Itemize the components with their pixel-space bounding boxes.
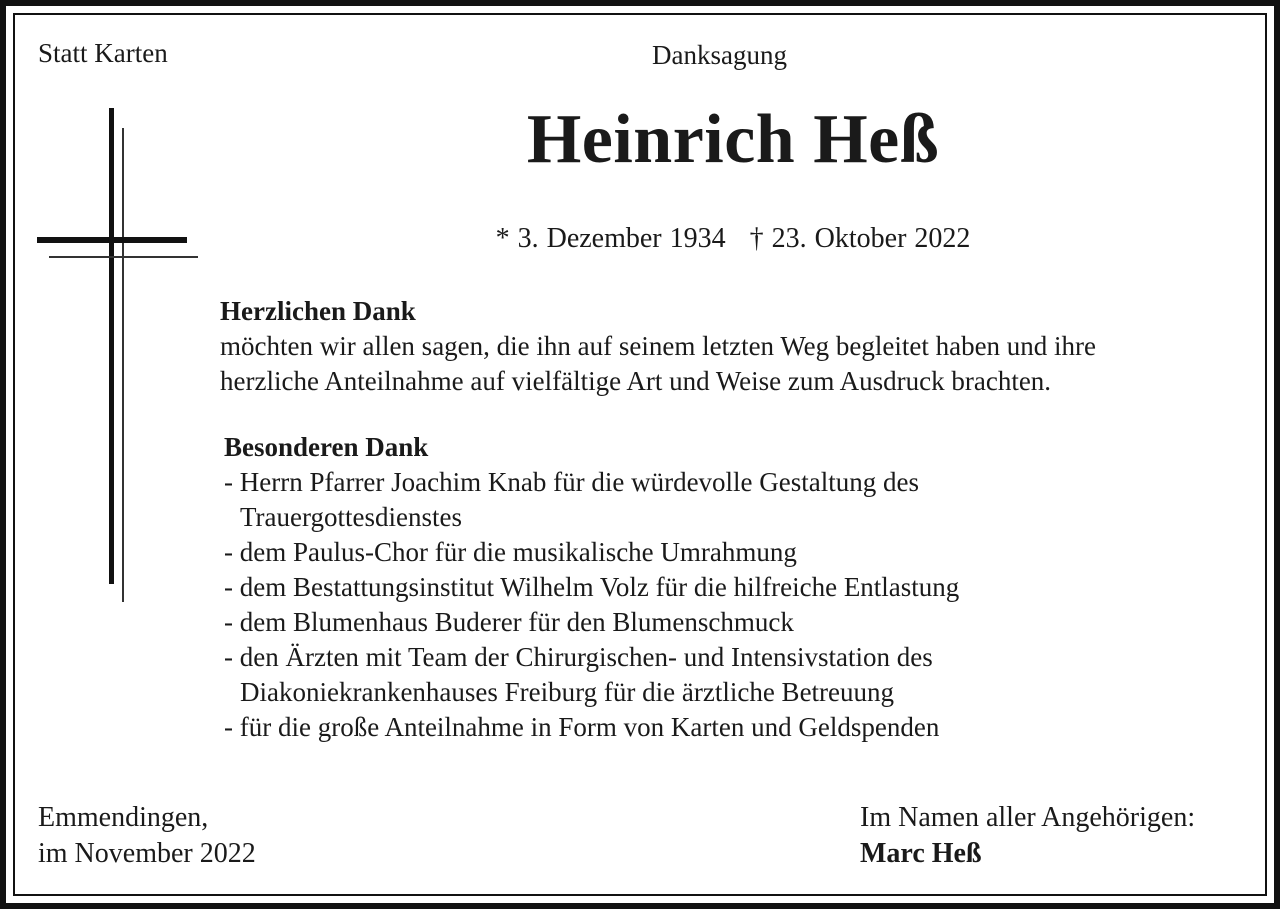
special-thanks-list — [224, 465, 959, 745]
thanks-line: möchten wir allen sagen, die ihn auf seinem letzten Weg begleitet haben und ihre — [220, 331, 1097, 361]
list-item-text: - den Ärzten mit Team der Chirurgischen- und Intensivstation des — [224, 642, 933, 672]
list-item — [224, 605, 959, 640]
footer-place: Emmendingen, — [38, 802, 209, 833]
list-item-text: - Herrn Pfarrer Joachim Knab für die würdevolle Gestaltung des — [224, 467, 920, 497]
death-date: † 23. Oktober 2022 — [749, 223, 971, 254]
life-dates — [0, 223, 1280, 255]
footer-on-behalf: Im Namen aller Angehörigen: — [860, 802, 1196, 833]
footer-signature — [860, 800, 1195, 872]
list-item — [224, 570, 959, 605]
list-item-text: - für die große Anteilnahme in Form von Karten und Geldspenden — [224, 712, 940, 742]
list-item — [224, 465, 959, 535]
footer-date: im November 2022 — [38, 838, 256, 869]
cross-vertical-thin-bar — [122, 128, 124, 602]
header-danksagung: Danksagung — [652, 40, 787, 70]
list-item — [224, 640, 959, 710]
list-item-text: - dem Blumenhaus Buderer für den Blumenschmuck — [224, 607, 794, 637]
special-thanks-section — [224, 430, 959, 745]
thanks-heading: Herzlichen Dank — [220, 296, 416, 326]
thanks-section — [220, 294, 1096, 399]
list-item — [224, 535, 959, 570]
list-item — [224, 710, 959, 745]
footer-place-date — [38, 800, 256, 872]
list-item-continuation: Trauergottesdienstes — [240, 502, 462, 532]
deceased-name: Heinrich Heß — [526, 101, 940, 178]
special-thanks-heading: Besonderen Dank — [224, 432, 429, 462]
thanks-line: herzliche Anteilnahme auf vielfältige Art und Weise zum Ausdruck brachten. — [220, 366, 1052, 396]
header-statt-karten: Statt Karten — [38, 38, 168, 68]
list-item-text: - dem Bestattungsinstitut Wilhelm Volz für die hilfreiche Entlastung — [224, 572, 960, 602]
footer-signer: Marc Heß — [860, 838, 982, 869]
birth-date: * 3. Dezember 1934 — [495, 223, 726, 254]
cross-horizontal-thin-bar — [49, 256, 198, 258]
list-item-continuation: Diakoniekrankenhauses Freiburg für die ärztliche Betreuung — [240, 677, 895, 707]
list-item-text: - dem Paulus-Chor für die musikalische Umrahmung — [224, 537, 797, 567]
